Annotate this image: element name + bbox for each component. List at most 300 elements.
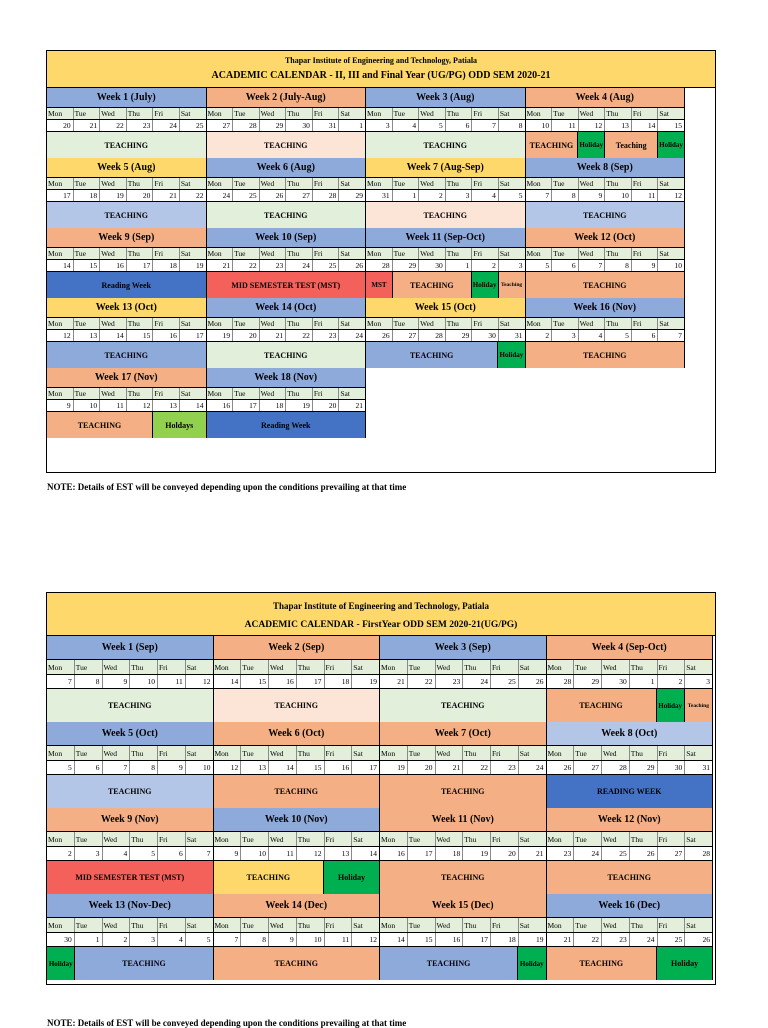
- day-name: Mon: [366, 318, 393, 329]
- activity-cell: TEACHING: [380, 861, 546, 894]
- day-name: Sat: [180, 109, 191, 118]
- day-name: Sat: [519, 663, 530, 672]
- day-name: Thu: [130, 746, 158, 760]
- date-cell: 7: [579, 260, 606, 271]
- day-name: Tue: [241, 832, 269, 846]
- dates-row: [380, 761, 546, 775]
- date-cell: 1: [393, 190, 420, 201]
- day-name: Wed: [579, 318, 606, 329]
- dates-row: [47, 761, 213, 775]
- activity-row: [380, 947, 546, 980]
- day-name: Fri: [153, 318, 180, 329]
- dates-row: [547, 675, 713, 689]
- date-cell: 12: [579, 120, 606, 131]
- date-cell: 17: [47, 190, 74, 201]
- date-cell: 25: [602, 847, 630, 860]
- date-cell: 18: [74, 190, 101, 201]
- day-name: Wed: [419, 318, 446, 329]
- activity-row: [366, 132, 525, 158]
- date-cell: 3: [130, 933, 158, 946]
- day-name: Sat: [499, 319, 510, 328]
- week-block: [214, 808, 381, 894]
- date-cell: 16: [207, 400, 234, 411]
- date-cell: 11: [269, 847, 297, 860]
- day-names-row: [214, 746, 380, 761]
- date-cell: 28: [419, 330, 446, 341]
- date-cell: 19: [369, 677, 377, 686]
- date-cell: 26: [366, 330, 393, 341]
- day-name: Wed: [602, 832, 630, 846]
- day-name: Thu: [630, 832, 658, 846]
- date-cell: 14: [47, 260, 74, 271]
- day-name: Thu: [297, 660, 325, 674]
- date-cell: 30: [602, 675, 630, 688]
- day-names-row: [47, 178, 206, 190]
- date-cell: 2: [419, 190, 446, 201]
- date-cell: 17: [195, 331, 204, 340]
- dates-row: [207, 330, 366, 342]
- day-names-row: [47, 318, 206, 330]
- dates-row: [526, 330, 685, 342]
- dates-row: [380, 933, 546, 947]
- activity-row: [47, 272, 206, 298]
- week-title: Week 15 (Dec): [380, 894, 546, 918]
- day-name: Mon: [380, 918, 408, 932]
- day-name: Wed: [436, 832, 464, 846]
- day-name: Tue: [74, 248, 101, 259]
- dates-row: [47, 330, 206, 342]
- date-cell: 30: [658, 761, 686, 774]
- date-cell: 13: [74, 330, 101, 341]
- day-names-row: [547, 918, 713, 933]
- day-name: Fri: [325, 832, 353, 846]
- date-cell: 17: [297, 675, 325, 688]
- day-name: Thu: [463, 832, 491, 846]
- day-name: Wed: [269, 746, 297, 760]
- activity-cell: TEACHING: [526, 272, 685, 298]
- week-title: Week 10 (Nov): [214, 808, 380, 832]
- activity-row: [47, 689, 213, 722]
- day-name: Tue: [233, 318, 260, 329]
- date-cell: 23: [602, 933, 630, 946]
- day-name: Thu: [630, 746, 658, 760]
- day-name: Fri: [153, 248, 180, 259]
- activity-cell: Reading Week: [47, 272, 206, 298]
- day-name: Mon: [366, 178, 393, 189]
- activity-cell: TEACHING: [526, 202, 685, 228]
- week-title: Week 6 (Oct): [214, 722, 380, 746]
- day-name: Wed: [602, 918, 630, 932]
- week-block: [214, 722, 381, 808]
- date-cell: 24: [355, 331, 363, 340]
- date-cell: 15: [674, 121, 682, 130]
- activity-row: [526, 132, 685, 158]
- activity-row: [526, 342, 685, 368]
- week-block: [207, 298, 367, 368]
- week-title: Week 16 (Dec): [547, 894, 713, 918]
- activity-row: [47, 775, 213, 808]
- activity-cell: TEACHING: [207, 202, 366, 228]
- dates-row: [366, 120, 525, 132]
- week-title: Week 2 (July-Aug): [207, 88, 366, 108]
- date-cell: 31: [514, 331, 523, 340]
- activity-cell: TEACHING: [47, 342, 206, 368]
- activity-cell: Teaching: [605, 132, 658, 158]
- day-name: Mon: [547, 746, 575, 760]
- dates-row: [526, 120, 685, 132]
- day-name: Thu: [127, 318, 154, 329]
- date-cell: 16: [436, 933, 464, 946]
- day-name: Thu: [130, 918, 158, 932]
- date-cell: 10: [297, 933, 325, 946]
- day-name: Sat: [659, 109, 669, 118]
- date-cell: 10: [241, 847, 269, 860]
- day-name: Fri: [325, 918, 353, 932]
- day-name: Tue: [408, 746, 436, 760]
- week-block: [380, 722, 547, 808]
- date-cell: 6: [446, 120, 473, 131]
- day-name: Sat: [353, 663, 363, 672]
- date-cell: 5: [605, 330, 632, 341]
- week-block: [214, 636, 381, 722]
- day-name: Tue: [233, 178, 260, 189]
- date-cell: 5: [130, 847, 158, 860]
- day-name: Thu: [463, 660, 491, 674]
- date-cell: 25: [313, 260, 340, 271]
- day-name: Thu: [446, 248, 473, 259]
- date-cell: 24: [574, 847, 602, 860]
- week-title: Week 18 (Nov): [207, 368, 366, 388]
- day-name: Thu: [130, 832, 158, 846]
- date-cell: 19: [207, 330, 234, 341]
- day-name: Thu: [297, 918, 325, 932]
- activity-row: [547, 689, 713, 722]
- day-names-row: [380, 746, 546, 761]
- activity-row: [214, 689, 380, 722]
- day-name: Wed: [269, 918, 297, 932]
- date-cell: 8: [552, 190, 579, 201]
- day-names-row: [47, 248, 206, 260]
- day-names-row: [207, 108, 366, 120]
- day-names-row: [47, 746, 213, 761]
- date-cell: 13: [153, 400, 180, 411]
- week-block: [207, 228, 367, 298]
- date-cell: 24: [153, 120, 180, 131]
- day-name: Sat: [659, 179, 669, 188]
- day-name: Fri: [658, 918, 686, 932]
- activity-cell: TEACHING: [547, 689, 657, 722]
- date-cell: 16: [153, 330, 180, 341]
- day-name: Sat: [499, 179, 510, 188]
- dates-row: [47, 400, 206, 412]
- date-cell: 15: [297, 761, 325, 774]
- day-name: Tue: [393, 248, 420, 259]
- day-name: Tue: [75, 918, 103, 932]
- note-text: NOTE: Details of EST will be conveyed depending upon the conditions prevailing at that time: [47, 1018, 407, 1028]
- activity-cell: TEACHING: [47, 775, 213, 808]
- date-cell: 24: [286, 260, 313, 271]
- activity-row: [526, 202, 685, 228]
- day-name: Sat: [686, 835, 696, 844]
- date-cell: 22: [408, 675, 436, 688]
- day-name: Fri: [158, 746, 186, 760]
- day-name: Sat: [186, 921, 197, 930]
- day-name: Wed: [436, 918, 464, 932]
- date-cell: 15: [241, 675, 269, 688]
- date-cell: 9: [103, 675, 131, 688]
- week-block: [547, 808, 714, 894]
- date-cell: 24: [463, 675, 491, 688]
- date-cell: 1: [446, 260, 473, 271]
- day-name: Fri: [491, 918, 519, 932]
- activity-row: [380, 689, 546, 722]
- day-name: Mon: [380, 746, 408, 760]
- day-name: Fri: [313, 388, 340, 399]
- day-name: Mon: [47, 178, 74, 189]
- dates-row: [526, 260, 685, 272]
- date-cell: 1: [75, 933, 103, 946]
- date-cell: 19: [195, 261, 204, 270]
- day-name: Mon: [207, 388, 234, 399]
- date-cell: 30: [472, 330, 499, 341]
- date-cell: 21: [74, 120, 101, 131]
- date-cell: 1: [630, 675, 658, 688]
- date-cell: 29: [355, 191, 363, 200]
- day-name: Wed: [100, 388, 127, 399]
- date-cell: 22: [286, 330, 313, 341]
- activity-cell: TEACHING: [366, 132, 525, 158]
- week-block: [547, 722, 714, 808]
- day-name: Wed: [103, 832, 131, 846]
- week-title: Week 17 (Nov): [47, 368, 206, 388]
- date-cell: 11: [158, 675, 186, 688]
- week-title: Week 5 (Oct): [47, 722, 213, 746]
- day-name: Thu: [630, 918, 658, 932]
- activity-cell: TEACHING: [526, 342, 685, 368]
- date-cell: 2: [526, 330, 553, 341]
- date-cell: 25: [195, 121, 204, 130]
- date-cell: 26: [355, 261, 363, 270]
- date-cell: 21: [153, 190, 180, 201]
- day-name: Fri: [472, 108, 499, 119]
- day-name: Sat: [686, 749, 696, 758]
- date-cell: 13: [241, 761, 269, 774]
- week-block: [207, 88, 367, 158]
- activity-cell: TEACHING: [214, 861, 325, 894]
- date-cell: 16: [269, 675, 297, 688]
- week-title: Week 10 (Sep): [207, 228, 366, 248]
- calendar-first-year: [46, 592, 716, 985]
- date-cell: 28: [702, 849, 710, 858]
- day-name: Tue: [233, 248, 260, 259]
- date-cell: 24: [630, 933, 658, 946]
- activity-cell: Holiday: [578, 132, 605, 158]
- day-name: Wed: [579, 178, 606, 189]
- week-title: Week 13 (Oct): [47, 298, 206, 318]
- activity-cell: Holiday: [658, 132, 684, 158]
- date-cell: 7: [103, 761, 131, 774]
- day-name: Fri: [153, 178, 180, 189]
- date-cell: 9: [158, 761, 186, 774]
- activity-cell: TEACHING: [547, 947, 658, 980]
- day-name: Tue: [393, 108, 420, 119]
- date-cell: 14: [380, 933, 408, 946]
- day-names-row: [547, 832, 713, 847]
- day-name: Tue: [574, 746, 602, 760]
- day-name: Thu: [286, 108, 313, 119]
- day-name: Thu: [630, 660, 658, 674]
- week-block: [207, 158, 367, 228]
- day-names-row: [47, 108, 206, 120]
- date-cell: 12: [214, 761, 242, 774]
- day-names-row: [207, 318, 366, 330]
- day-name: Wed: [579, 248, 606, 259]
- day-name: Thu: [605, 178, 632, 189]
- day-name: Tue: [574, 918, 602, 932]
- week-block: [526, 298, 686, 368]
- week-title: Week 3 (Sep): [380, 636, 546, 660]
- day-name: Wed: [436, 660, 464, 674]
- week-title: Week 2 (Sep): [214, 636, 380, 660]
- date-cell: 2: [47, 847, 75, 860]
- day-name: Tue: [408, 660, 436, 674]
- day-name: Fri: [158, 660, 186, 674]
- date-cell: 28: [233, 120, 260, 131]
- activity-row: [214, 775, 380, 808]
- date-cell: 24: [207, 190, 234, 201]
- day-name: Sat: [519, 921, 530, 930]
- day-name: Tue: [233, 108, 260, 119]
- activity-cell: READING WEEK: [547, 775, 713, 808]
- week-block: [380, 894, 547, 980]
- date-cell: 13: [605, 120, 632, 131]
- dates-row: [47, 675, 213, 689]
- day-name: Tue: [74, 178, 101, 189]
- date-cell: 27: [658, 847, 686, 860]
- date-cell: 12: [674, 191, 682, 200]
- date-cell: 28: [547, 675, 575, 688]
- activity-cell: Holiday: [518, 947, 545, 980]
- day-name: Fri: [491, 660, 519, 674]
- date-cell: 24: [536, 763, 544, 772]
- day-names-row: [47, 660, 213, 675]
- date-cell: 17: [408, 847, 436, 860]
- activity-row: [207, 272, 366, 298]
- activity-cell: Holiday: [472, 272, 499, 298]
- date-cell: 12: [369, 935, 377, 944]
- dates-row: [214, 761, 380, 775]
- day-name: Sat: [353, 749, 363, 758]
- dates-row: [214, 933, 380, 947]
- date-cell: 18: [260, 400, 287, 411]
- day-name: Thu: [286, 318, 313, 329]
- date-cell: 9: [579, 190, 606, 201]
- day-name: Tue: [393, 178, 420, 189]
- date-cell: 8: [241, 933, 269, 946]
- day-name: Thu: [463, 918, 491, 932]
- date-cell: 12: [203, 677, 211, 686]
- date-cell: 20: [127, 190, 154, 201]
- day-name: Tue: [408, 832, 436, 846]
- date-cell: 23: [260, 260, 287, 271]
- day-name: Mon: [47, 388, 74, 399]
- week-title: Week 9 (Nov): [47, 808, 213, 832]
- activity-row: [47, 861, 213, 894]
- day-name: Wed: [260, 108, 287, 119]
- week-block: [47, 636, 214, 722]
- day-name: Thu: [127, 108, 154, 119]
- date-cell: 10: [130, 675, 158, 688]
- date-cell: 14: [214, 675, 242, 688]
- date-cell: 11: [632, 190, 659, 201]
- day-name: Fri: [472, 318, 499, 329]
- date-cell: 13: [325, 847, 353, 860]
- day-name: Wed: [260, 388, 287, 399]
- date-cell: 31: [313, 120, 340, 131]
- date-cell: 10: [526, 120, 553, 131]
- activity-row: [366, 342, 525, 368]
- day-name: Tue: [74, 318, 101, 329]
- week-title: Week 11 (Sep-Oct): [366, 228, 525, 248]
- date-cell: 27: [574, 761, 602, 774]
- date-cell: 2: [103, 933, 131, 946]
- date-cell: 31: [366, 190, 393, 201]
- day-name: Tue: [74, 388, 101, 399]
- calendar-title: ACADEMIC CALENDAR - II, III and Final Year (UG/PG) ODD SEM 2020-21: [211, 70, 551, 81]
- date-cell: 4: [579, 330, 606, 341]
- date-cell: 10: [74, 400, 101, 411]
- date-cell: 7: [47, 675, 75, 688]
- day-name: Fri: [313, 318, 340, 329]
- date-cell: 14: [195, 401, 204, 410]
- activity-row: [207, 202, 366, 228]
- dates-row: [207, 190, 366, 202]
- day-name: Fri: [153, 388, 180, 399]
- date-cell: 23: [491, 761, 519, 774]
- activity-cell: MID SEMESTER TEST (MST): [47, 861, 213, 894]
- activity-cell: TEACHING: [47, 202, 206, 228]
- day-name: Mon: [207, 248, 234, 259]
- date-cell: 3: [366, 120, 393, 131]
- date-cell: 23: [127, 120, 154, 131]
- day-name: Sat: [180, 319, 191, 328]
- week-title: Week 4 (Sep-Oct): [547, 636, 713, 660]
- date-cell: 14: [269, 761, 297, 774]
- dates-row: [526, 190, 685, 202]
- date-cell: 12: [297, 847, 325, 860]
- date-cell: 29: [260, 120, 287, 131]
- date-cell: 26: [630, 847, 658, 860]
- activity-cell: TEACHING: [380, 775, 546, 808]
- day-name: Thu: [605, 318, 632, 329]
- date-cell: 28: [366, 260, 393, 271]
- date-cell: 7: [206, 849, 211, 858]
- day-name: Tue: [552, 108, 579, 119]
- activity-row: [526, 272, 685, 298]
- activity-cell: TEACHING: [380, 689, 546, 722]
- activity-row: [547, 861, 713, 894]
- day-names-row: [526, 248, 685, 260]
- date-cell: 8: [75, 675, 103, 688]
- week-title: Week 16 (Nov): [526, 298, 685, 318]
- day-name: Sat: [186, 749, 197, 758]
- dates-row: [366, 330, 525, 342]
- date-cell: 27: [286, 190, 313, 201]
- day-name: Sat: [499, 249, 510, 258]
- date-cell: 22: [195, 191, 204, 200]
- day-name: Tue: [75, 832, 103, 846]
- week-title: Week 4 (Aug): [526, 88, 685, 108]
